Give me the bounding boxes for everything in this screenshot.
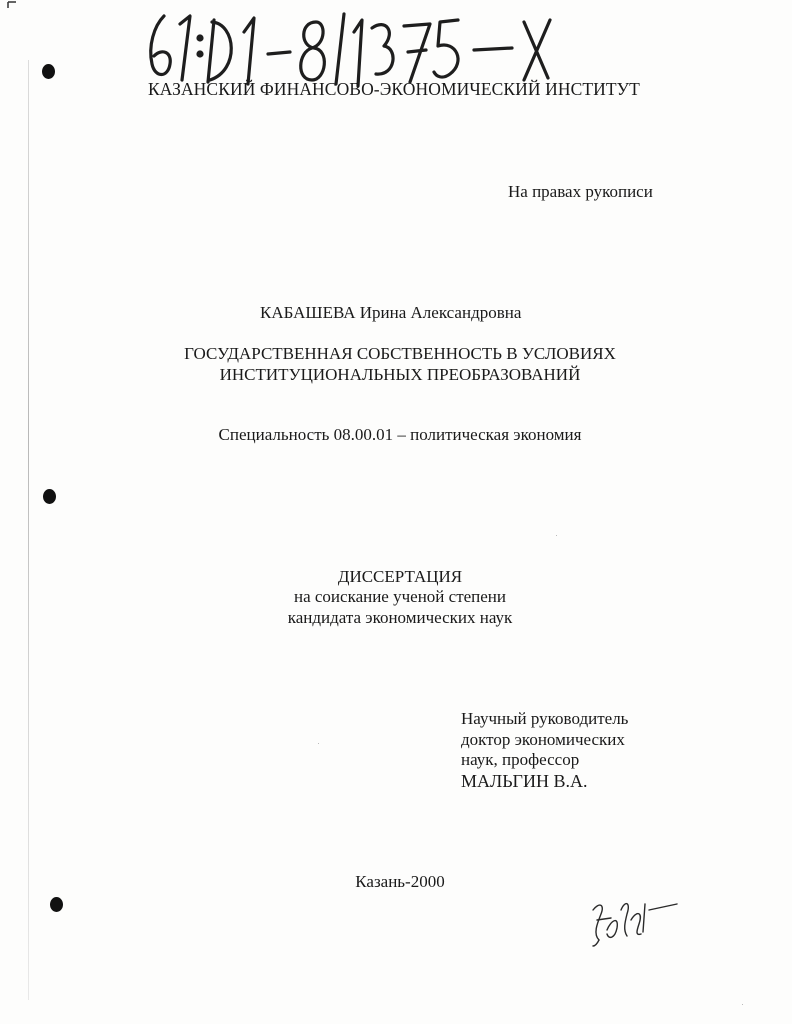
handwritten-signature: [585, 880, 685, 950]
degree-line-1: на соискание ученой степени: [293, 587, 507, 606]
degree-line-2: кандидата экономических наук: [287, 608, 513, 627]
city-year: Казань-2000: [355, 872, 445, 891]
punch-hole-bottom: [50, 897, 63, 912]
manuscript-rights-note: На правах рукописи: [508, 182, 653, 201]
corner-scan-mark: [6, 0, 36, 10]
supervisor-degree-line-2: наук, профессор: [461, 750, 580, 769]
institute-name: КАЗАНСКИЙ ФИНАНСОВО-ЭКОНОМИЧЕСКИЙ ИНСТИТУТ: [148, 79, 640, 99]
scan-speck: [556, 535, 557, 536]
specialty: Специальность 08.00.01 – политическая экономия: [218, 425, 582, 444]
supervisor-role: Научный руководитель: [461, 709, 629, 728]
punch-hole-top: [42, 64, 55, 79]
thesis-title-line-2: ИНСТИТУЦИОНАЛЬНЫХ ПРЕОБРАЗОВАНИЙ: [219, 365, 581, 384]
supervisor-degree-line-1: доктор экономических: [461, 730, 625, 749]
scan-speck: [742, 1004, 743, 1005]
author-name: КАБАШЕВА Ирина Александровна: [260, 303, 522, 322]
supervisor-name: МАЛЬГИН В.А.: [461, 771, 588, 791]
scan-speck: [318, 743, 319, 744]
dissertation-heading: ДИССЕРТАЦИЯ: [337, 567, 463, 586]
punch-hole-middle: [43, 489, 56, 504]
thesis-title-line-1: ГОСУДАРСТВЕННАЯ СОБСТВЕННОСТЬ В УСЛОВИЯХ: [184, 344, 616, 363]
binding-edge-line: [28, 60, 29, 1000]
